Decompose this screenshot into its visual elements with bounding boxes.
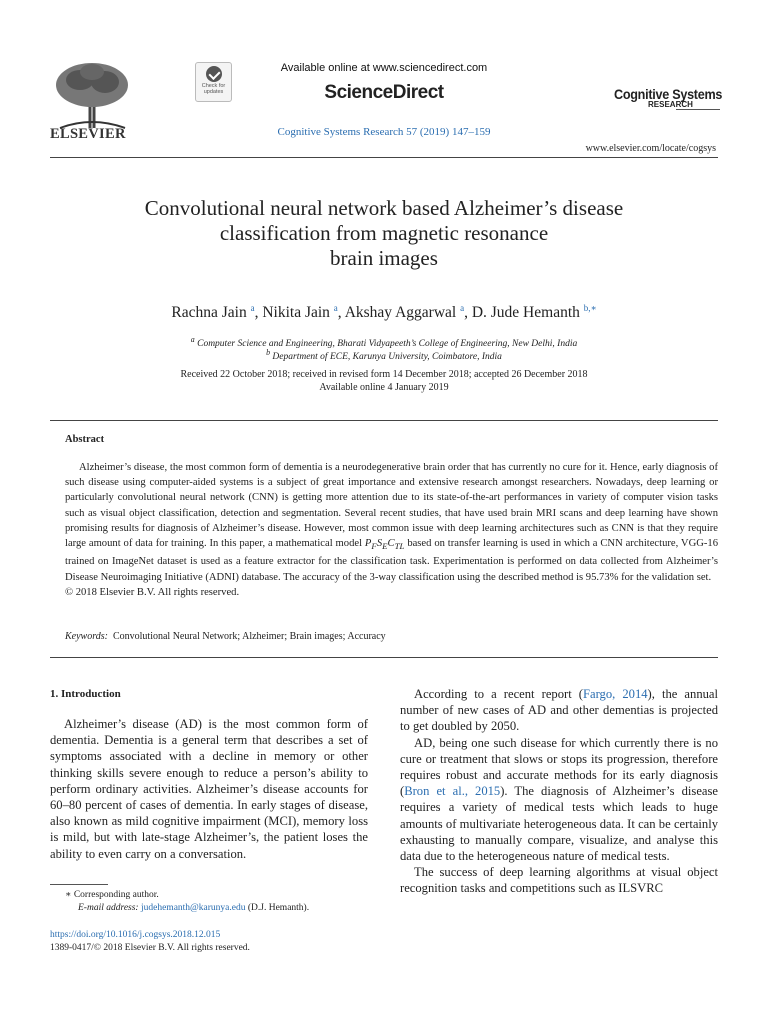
publisher-name: ELSEVIER <box>50 126 126 142</box>
model-formula: $P_FS_EC_{TL}$ <box>364 538 405 552</box>
author-list: Rachna Jain $^a$, Nikita Jain $^a$, Akshay Aggarwal $^a$, D. Jude Hemanth $^{b,∗}$ <box>171 303 597 322</box>
abstract-heading: Abstract <box>65 434 105 445</box>
email-link[interactable]: judehemanth@karunya.edu <box>140 903 246 913</box>
citation-link[interactable]: Fargo, 2014 <box>582 687 648 701</box>
paragraph: AD, being one such disease for which currently there is no cure or treatment that slows or stops its progression, therefore requires robust and accurate methods for its early diagnosis (Bron et al., 2015). The diagnosis of Alzheimer’s disease requires a variety of medical tests which leads to huge amounts of multivariate heterogeneous data. It can be certainly exhausting to manually compare, visualize, and analyse this data due to the heterogeneous nature of medical tests. <box>400 735 718 864</box>
available-online-date: Available online 4 January 2019 <box>319 382 449 393</box>
journal-logo-underline <box>676 109 720 110</box>
author-name: Nikita Jain <box>262 304 330 322</box>
citation-link[interactable]: Bron et al., 2015 <box>404 784 501 799</box>
received-dates: Received 22 October 2018; received in revised form 14 December 2018; accepted 26 December 2018 <box>180 369 588 380</box>
section-heading-introduction: 1. Introduction <box>50 688 121 700</box>
affiliation-a: $^a$ Computer Science and Engineering, Bharati Vidyapeeth’s College of Engineering, New Delhi, India <box>190 335 578 350</box>
author-name: D. Jude Hemanth <box>471 304 580 322</box>
author-affiliation-ref[interactable]: a <box>460 303 465 313</box>
author-affiliation-ref[interactable]: b,∗ <box>583 303 597 313</box>
paragraph: The success of deep learning algorithms at visual object recognition tasks and competitions such as ILSVRC <box>400 865 718 896</box>
left-column <box>50 716 368 862</box>
available-online-text: Available online at www.sciencedirect.com <box>280 62 488 74</box>
issn-copyright: 1389-0417/© 2018 Elsevier B.V. All rights reserved. <box>50 943 250 953</box>
sciencedirect-logo[interactable]: ScienceDirect <box>324 82 444 103</box>
header-divider <box>50 157 718 158</box>
title-line-1: Convolutional neural network based Alzheimer’s disease <box>144 196 624 220</box>
paragraph: Alzheimer’s disease (AD) is the most common form of dementia. Dementia is a general term that describes a set of symptoms associated with a decline in memory or other thinking skills severe enough to reduce a person’s ability to perform ordinary activities. Alzheimer’s disease accounts for 60–80 percent of cases of dementia. In early stages of disease, also known as mild cognitive impairment (MCI), memory loss is mild, but with late-stage Alzheimer’s, the patient loses the ability to even carry on a conversation. <box>50 717 368 861</box>
corresponding-author-note: ∗ Corresponding author. <box>65 890 159 900</box>
author-name: Akshay Aggarwal <box>344 304 457 322</box>
keywords: Keywords: Convolutional Neural Network; Alzheimer; Brain images; Accuracy <box>65 631 386 642</box>
abstract-body: Alzheimer’s disease, the most common form of dementia is a neurodegenerative brain order that has currently no cure for it. Hence, early diagnosis of such disease using computer-aided systems is a subject of great importance and extensive research amongst researchers. Nowadays, deep learning or particularly convolutional neural network (CNN) is getting more attention due to its state-of-the-art performances in variety of computer vision tasks such as visual object classification, detection and segmentation. Several recent studies, that have used brain MRI scans and deep learning have shown promising results for diagnosis of Alzheimer’s disease. However, most common issue with deep learning architectures such as CNN is that they require large amount of data for training. In this paper, a mathematical model $P_FS_EC_{TL}$ based on transfer learning is used in which a CNN architecture, VGG-16 trained on ImageNet dataset is used as a feature extractor for the classification task. Experimentation is performed on data collected from Alzheimer’s Disease Neuroimaging Initiative (ADNI) database. The accuracy of the 3-way classification using the described method is 95.73% for the validation set. © 2018 Elsevier B.V. All rights reserved. <box>65 460 718 600</box>
right-column <box>400 686 718 897</box>
journal-logo-subtitle: RESEARCH <box>648 100 693 109</box>
email-note: E-mail address: judehemanth@karunya.edu (D.J. Hemanth). <box>78 903 310 913</box>
title-line-3: brain images <box>330 246 438 270</box>
keywords-bottom-divider <box>50 657 718 658</box>
journal-reference-link[interactable]: Cognitive Systems Research 57 (2019) 147–159 <box>277 126 491 138</box>
journal-logo-title: Cognitive Systems <box>614 86 723 102</box>
affiliation-b: $^b$ Department of ECE, Karunya University, Coimbatore, India <box>266 348 502 363</box>
journal-url-link[interactable]: www.elsevier.com/locate/cogsys <box>585 143 716 154</box>
title-line-2: classification from magnetic resonance <box>219 221 549 245</box>
abstract-copyright: © 2018 Elsevier B.V. All rights reserved. <box>65 586 240 598</box>
check-for-updates-label: Check for updates <box>201 83 226 95</box>
footnote-divider <box>50 884 108 885</box>
author-affiliation-ref[interactable]: a <box>250 303 255 313</box>
author-affiliation-ref[interactable]: a <box>333 303 338 313</box>
author-name: Rachna Jain <box>171 304 247 322</box>
doi-link[interactable]: https://doi.org/10.1016/j.cogsys.2018.12.015 <box>50 930 221 940</box>
article-title <box>0 196 768 271</box>
abstract-top-divider <box>50 420 718 421</box>
paragraph: According to a recent report (Fargo, 2014), the annual number of new cases of AD and other dementias is projected to get doubled by 2050. <box>400 687 719 734</box>
